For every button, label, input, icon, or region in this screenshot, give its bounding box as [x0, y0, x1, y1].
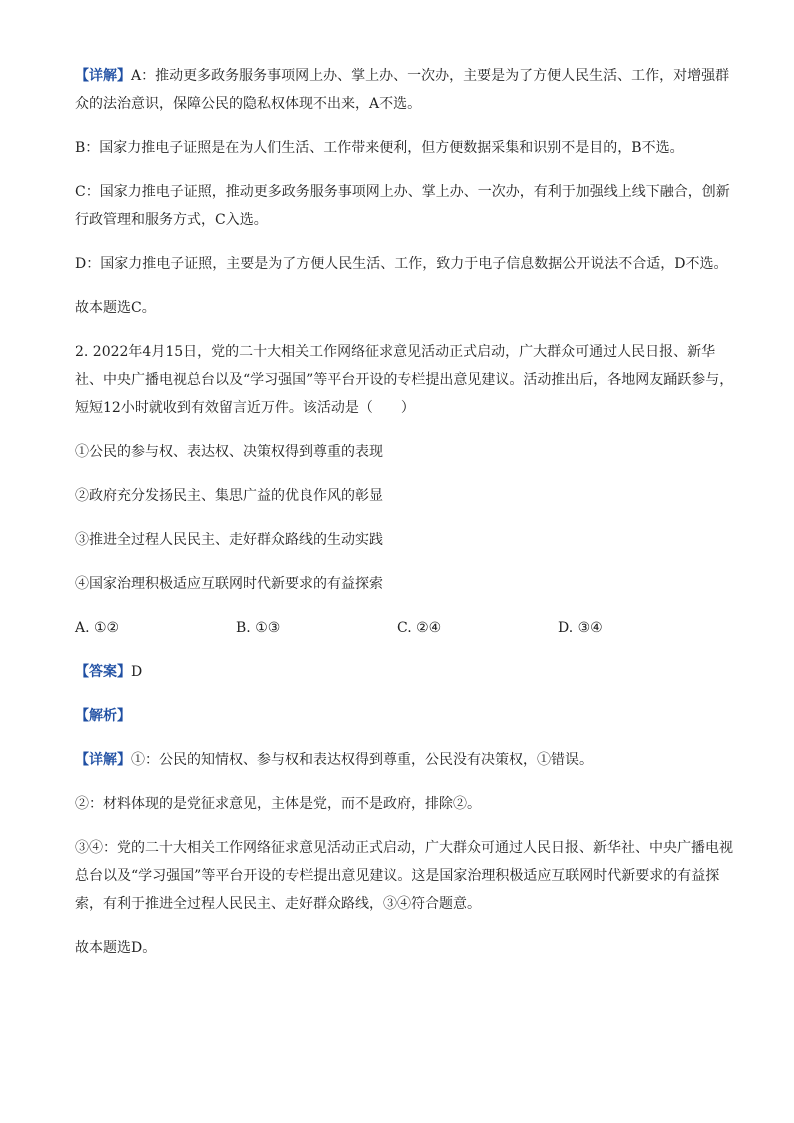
detail-text-a: A：推动更多政务服务事项网上办、掌上办、一次办，主要是为了方便人民生活、工作，对增强群众的法治意识，保障公民的隐私权体现不出来，A不选。: [75, 68, 730, 112]
answer-options: [75, 614, 735, 642]
paragraph-c: C：国家力推电子证照，推动更多政务服务事项网上办、掌上办、一次办，有利于加强线上线下融合，创新行政管理和服务方式，C入选。: [75, 184, 730, 228]
paragraph-2b: ②：材料体现的是党征求意见，主体是党，而不是政府，排除②。: [75, 796, 481, 812]
option-c: C. ②④: [397, 620, 442, 636]
detail-paragraph-2a: [75, 746, 735, 774]
analysis-tag: 【解析】: [75, 708, 131, 724]
paragraph-d: D：国家力推电子证照，主要是为了方便人民生活、工作，致力于电子信息数据公开说法不合适，D不选。: [75, 256, 728, 272]
option-d: D. ③④: [558, 620, 603, 636]
conclusion-2: 故本题选D。: [75, 940, 157, 956]
answer-line: [75, 658, 735, 686]
conclusion-1: 故本题选C。: [75, 300, 156, 316]
analysis-line: [75, 702, 735, 730]
statement-2: ②政府充分发扬民主、集思广益的优良作风的彰显: [75, 488, 383, 504]
statement-4: ④国家治理积极适应互联网时代新要求的有益探索: [75, 576, 383, 592]
answer-value: D: [131, 664, 143, 680]
paragraph-2c: ③④：党的二十大相关工作网络征求意见活动正式启动，广大群众可通过人民日报、新华社、中央广播电视总台以及“学习强国”等平台开设的专栏提出意见建议。这是国家治理积极适应互联网时代新要求的有益探索，有利于推进全过程人民民主、走好群众路线，③④符合题意。: [75, 840, 733, 912]
detail-tag-2: 【详解】: [75, 752, 131, 768]
paragraph-b: B：国家力推电子证照是在为人们生活、工作带来便利，但方便数据采集和识别不是目的，B不选。: [75, 140, 684, 156]
detail-paragraph-a: [75, 62, 735, 118]
answer-tag: 【答案】: [75, 664, 131, 680]
statement-1: ①公民的参与权、表达权、决策权得到尊重的表现: [75, 444, 383, 460]
option-a: A. ①②: [75, 620, 120, 636]
document-page: [75, 62, 735, 978]
question-2: 2. 2022年4月15日，党的二十大相关工作网络征求意见活动正式启动，广大群众可通过人民日报、新华社、中央广播电视总台以及“学习强国”等平台开设的专栏提出意见建议。活动推出后，各地网友踊跃参与，短短12小时就收到有效留言近万件。该活动是（ ）: [75, 344, 734, 416]
option-b: B. ①③: [236, 620, 281, 636]
statement-3: ③推进全过程人民民主、走好群众路线的生动实践: [75, 532, 383, 548]
detail-tag: 【详解】: [75, 68, 131, 84]
detail-text-2a: ①：公民的知情权、参与权和表达权得到尊重，公民没有决策权，①错误。: [131, 752, 593, 768]
